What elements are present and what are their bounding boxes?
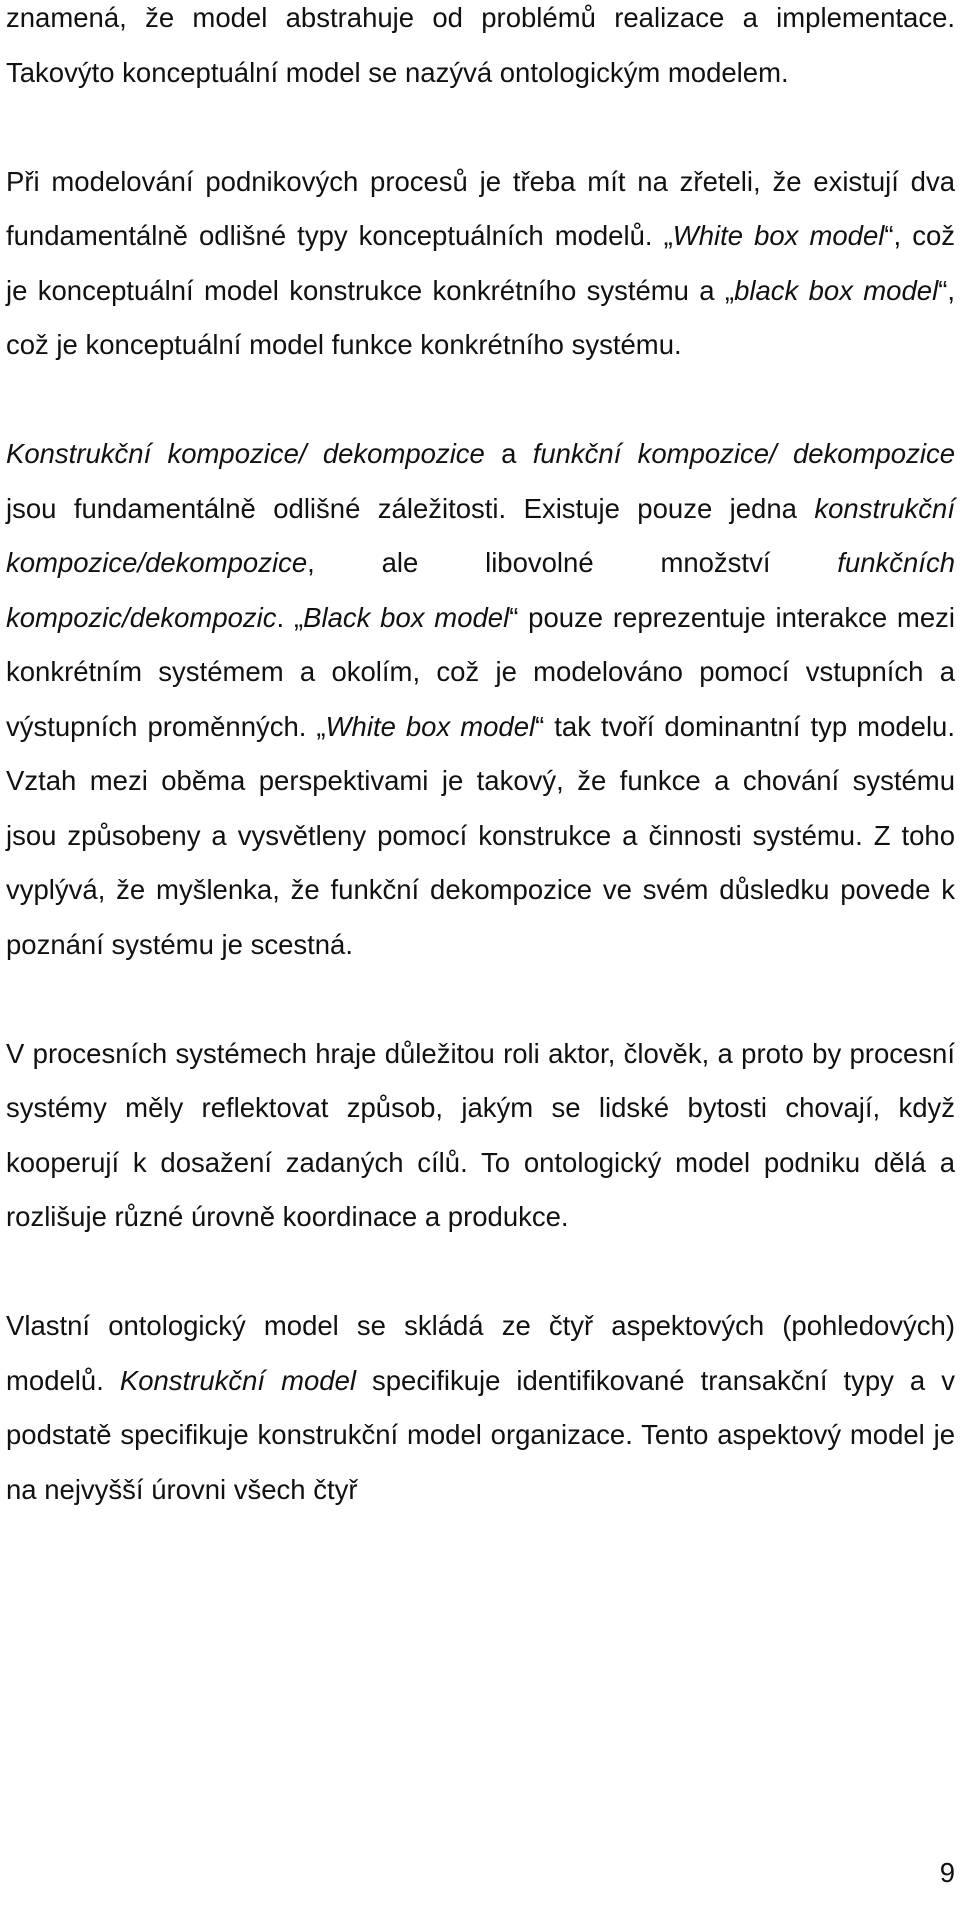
text-run: “, což je konceptuální model funkce konkrétního systému. [6, 274, 955, 360]
italic-term: funkční kompozice/ dekompozice [532, 438, 955, 469]
paragraph-ontological-model [6, 0, 955, 100]
paragraph-decomposition [6, 427, 955, 972]
text-run: . „ [276, 601, 304, 633]
paragraph-gap [6, 100, 955, 155]
italic-term: black box model [734, 274, 939, 306]
text-run: “ pouze reprezentuje interakce mezi konkrétním systémem a okolím, což je modelováno pomocí vstupních a výstupních proměnných. „ [6, 601, 955, 742]
text-run: a [484, 438, 533, 469]
text-run: jsou fundamentálně odlišné záležitosti. Existuje pouze jedna [6, 492, 815, 524]
paragraph-gap [6, 373, 955, 428]
italic-term: funkčních kompozic/dekompozic [6, 547, 955, 633]
text-run: Vlastní ontologický model se skládá ze čtyř aspektových (pohledových) modelů. [6, 1310, 955, 1396]
text-run: Při modelování podnikových procesů je třeba mít na zřeteli, že existují dva fundamentálně odlišné typy konceptuálních modelů. „ [6, 165, 955, 251]
paragraph-process-systems [6, 1027, 955, 1245]
text-run: V procesních systémech hraje důležitou roli aktor, člověk, a proto by procesní systémy měly reflektovat způsob, jakým se lidské bytosti chovají, když kooperují k dosažení zadaných cílů. To ontologický model podniku dělá a rozlišuje různé úrovně koordinace a produkce. [6, 1037, 955, 1232]
italic-term: konstrukční kompozice/dekompozice [6, 492, 955, 578]
italic-term: Konstrukční kompozice/ dekompozice [6, 438, 485, 469]
italic-term: Konstrukční model [119, 1364, 356, 1396]
text-run: “ tak tvoří dominantní typ modelu. Vztah mezi oběma perspektivami je takový, že funkce a chování systému jsou způsobeny a vysvětleny pomocí konstrukce a činnosti systému. Z toho vyplývá, že myšlenka, že funkční dekompozice ve svém důsledku povede k poznání systému je scestná. [6, 710, 955, 960]
italic-term: Black box model [303, 601, 510, 633]
page-number: 9 [939, 1857, 955, 1888]
italic-term: White box model [325, 710, 536, 742]
paragraph-gap [6, 1245, 955, 1300]
paragraph-model-types [6, 155, 955, 373]
paragraph-aspect-models [6, 1299, 955, 1517]
body-text [6, 0, 955, 1517]
paragraph-gap [6, 972, 955, 1027]
text-run: , ale libovolné množství [307, 547, 838, 578]
text-run: “, což je konceptuální model konstrukce konkrétního systému a „ [6, 220, 955, 306]
text-run: specifikuje identifikované transakční typy a v podstatě specifikuje konstrukční model organizace. Tento aspektový model je na nejvyšší úrovni všech čtyř [6, 1364, 955, 1505]
italic-term: White box model [672, 220, 885, 251]
text-run: znamená, že model abstrahuje od problémů realizace a implementace. Takovýto konceptuální model se nazývá ontologickým modelem. [6, 2, 955, 88]
